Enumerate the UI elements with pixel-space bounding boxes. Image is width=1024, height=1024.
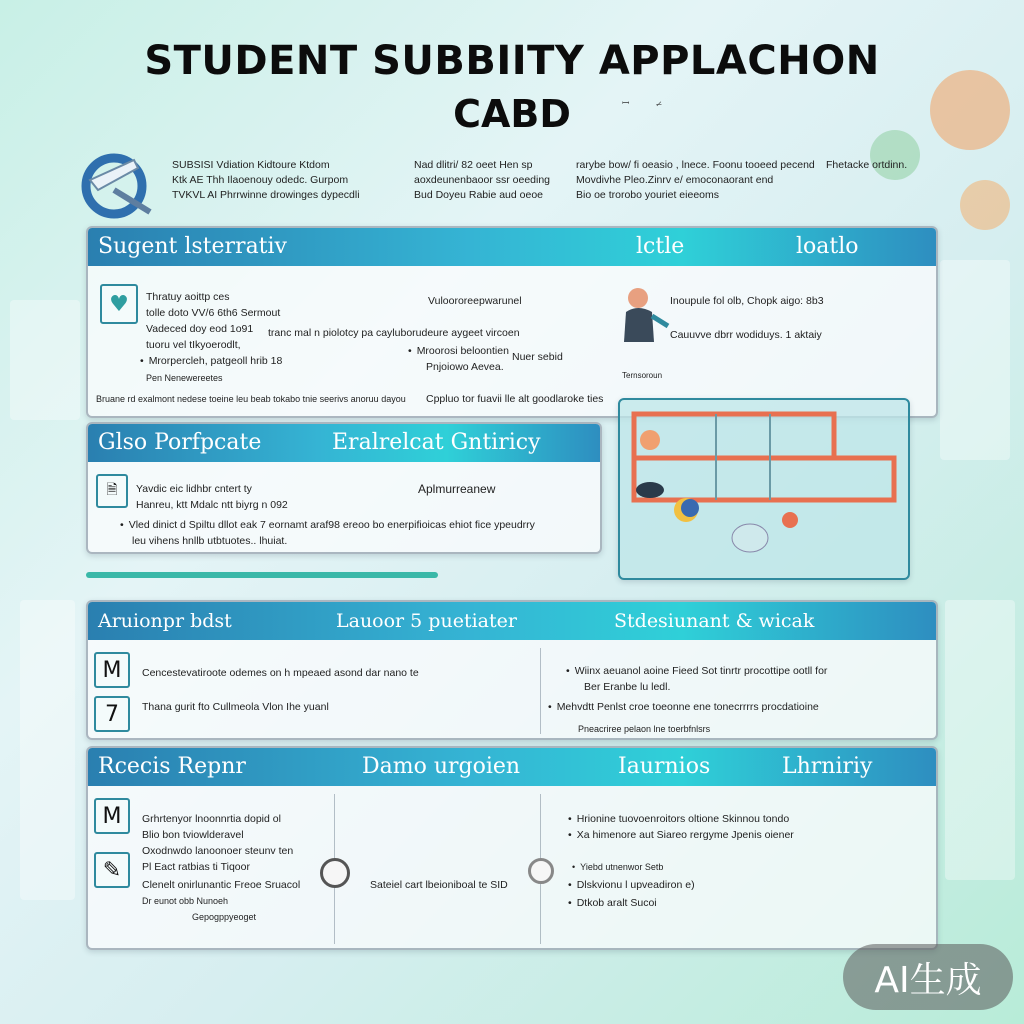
classroom-illustration [620, 400, 910, 580]
info-line: Cencestevatiroote odemes on h mpeaed asond dar nano te [142, 667, 419, 679]
student-interactive-panel [86, 226, 938, 418]
intro-line: Movdivhe Pleo.Zinrv e/ emoconaorant end [576, 174, 774, 186]
panel-tab-label[interactable]: Lhrniriy [782, 754, 873, 779]
background-tile [10, 300, 80, 420]
background-tile [940, 260, 1010, 460]
intro-column-3 [576, 158, 815, 203]
info-bullet: • Mehvdtt Penlst croe toeonne ene tonecrrrrs procdatioine [548, 700, 819, 715]
panel-tab-label[interactable]: Lauoor 5 puetiater [336, 610, 517, 632]
info-line: Thratuy aoittp ces [146, 291, 230, 303]
panel-title: Aruionpr bdst [98, 610, 232, 632]
intro-line: Nad dlitri/ 82 oeet Hen sp [414, 159, 533, 171]
info-bullet: • Vled dinict d Spiltu dllot eak 7 eornamt araf98 ereoo bo enerpifioicas ehiot fice ypeudrry [120, 518, 535, 533]
mail-icon: M [94, 652, 130, 688]
info-bullet: • Dlskvionu l upveadiron e) [568, 878, 695, 893]
ai-generated-badge: AI生成 [843, 944, 1013, 1010]
info-line: leu vihens hnllb utbtuotes.. lhuiat. [132, 535, 288, 547]
panel-title: Rcecis Repnr [98, 754, 246, 779]
info-line: Thana gurit fto Cullmeola Vlon Ihe yuanl [142, 701, 329, 713]
intro-line: Bio oe trorobo youriet eieeoms [576, 189, 719, 201]
intro-line: Fhetacke ortdinn. [826, 159, 908, 171]
detail-line: Cauuvve dbrr wodiduys. 1 aktaiy [670, 329, 822, 341]
info-line: Ber Eranbe lu ledl. [584, 681, 671, 693]
info-line: Blio bon tviowlderavel [142, 829, 244, 841]
document-icon: 🗎 [96, 474, 128, 508]
info-line: Oxodnwdo lanoonoer steunv ten [142, 845, 294, 857]
info-line: tolle doto VV/6 6th6 Sermout [146, 307, 281, 319]
intro-line: SUBSISI Vdiation Kidtoure Ktdom [172, 159, 330, 171]
info-bullet: • Hrionine tuovoenroitors oltione Skinnou tondo [568, 812, 789, 827]
progress-bar [86, 572, 438, 578]
records-panel [86, 746, 938, 950]
intro-column-4 [826, 158, 907, 173]
info-line: Pneacriree pelaon lne toerbfnlsrs [578, 724, 711, 734]
illustration-panel [618, 398, 910, 580]
detail-line: Inoupule fol olb, Chopk aigo: 8b3 [670, 295, 824, 307]
section-heading: Vuloororeepwarunel [428, 295, 522, 307]
info-bullet: • Xa himenore aut Siareo rergyme Jpenis oiener [568, 828, 794, 843]
background-tile [20, 600, 75, 900]
section-line: Nuer sebid [512, 351, 563, 363]
timeline-node-icon[interactable] [528, 858, 554, 884]
info-line: tuoru vel tIkyoerodlt, [146, 339, 241, 351]
info-bullet: • Yiebd utnenwor Setb [572, 860, 663, 875]
section-line: tranc mal n piolotcy pa cayluborudeure aygeet vircoen [268, 327, 520, 339]
intro-line: Bud Doyeu Rabie aud oeoe [414, 189, 544, 201]
info-line: Dr eunot obb Nunoeh [142, 896, 229, 906]
background-tile [945, 600, 1015, 880]
heart-check-icon: ♥ [100, 284, 138, 324]
page-title: STUDENT SUBBIITY APPLACHON [144, 38, 880, 84]
intro-line: aoxdeunenbaoor ssr oeeding [414, 174, 551, 186]
panel-footer-line: Bruane rd exalmont nedese toeine leu beab tokabo tnie seerivs anoruu dayou [96, 394, 406, 404]
section-line: Pnjoiowo Aevea. [426, 361, 504, 373]
evaluation-panel [86, 600, 938, 740]
app-logo-icon [80, 146, 154, 220]
mail-icon: M [94, 798, 130, 834]
person-illustration-icon [612, 282, 672, 362]
info-line: Pl Eact ratbias ti Tiqoor [142, 861, 250, 873]
detail-small: Ternsoroun [622, 371, 663, 380]
panel-title: Sugent lsterrativ [98, 234, 287, 259]
info-line: Grhrtenyor lnoonnrtia dopid ol [142, 813, 281, 825]
info-line: Yavdic eic lidhbr cntert ty [136, 483, 252, 495]
timeline-node-icon[interactable] [320, 858, 350, 888]
detail-line: Cppluo tor fuavii lle alt goodlaroke ties [426, 393, 604, 405]
seven-icon: 7 [94, 696, 130, 732]
panel-tab-label[interactable]: Iaurnios [618, 754, 711, 779]
info-line: Vadeced doy eod 1o91 [146, 323, 254, 335]
info-line: Gepogppyeoget [192, 912, 257, 922]
portfolio-panel [86, 422, 602, 554]
orange-blob-decoration [960, 180, 1010, 230]
info-bullet: • Dtkob aralt Sucoi [568, 896, 657, 911]
panel-tab-label[interactable]: loatlo [796, 234, 859, 259]
section-bullet: • Mroorosi beloontien [408, 344, 509, 359]
intro-line: rarybe bow/ fi oeasio , lnece. Foonu tooeed pecend [576, 159, 815, 171]
intro-line: Ktk AE Thh Ilaoenouy odedc. Gurpom [172, 174, 349, 186]
info-line: Pen Nenewereetes [146, 373, 223, 383]
panel-tab-label[interactable]: Damo urgoien [362, 754, 521, 779]
subtitle-note: ꟷ ̷̶ [622, 98, 659, 108]
panel-tab-label[interactable]: Eralrelcat Gntiricy [332, 430, 541, 455]
info-line: Clenelt onirlunantic Freoe Sruacol [142, 879, 301, 891]
column-divider [540, 648, 541, 734]
intro-column-1 [172, 158, 360, 203]
pen-icon: ✎ [94, 852, 130, 888]
section-heading: Aplmurreanew [418, 482, 496, 496]
panel-tab-label[interactable]: lctle [636, 234, 685, 259]
intro-column-2 [414, 158, 550, 203]
panel-tab-label[interactable]: Stdesiunant & wicak [614, 610, 815, 632]
info-bullet: • Mrorpercleh, patgeoll hrib 18 [140, 354, 282, 369]
info-line: Sateiel cart lbeioniboal te SID [370, 879, 508, 891]
intro-line: TVKVL AI Phrrwinne drowinges dypecdli [172, 189, 360, 201]
info-line: Hanreu, ktt Mdalc ntt biyrg n 092 [136, 499, 288, 511]
info-bullet: • Wiinx aeuanol aoine Fieed Sot tinrtr procottipe ootll for [566, 664, 827, 679]
panel-title: Glso Porfpcate [98, 430, 262, 455]
page-subtitle: CABD [453, 92, 571, 136]
